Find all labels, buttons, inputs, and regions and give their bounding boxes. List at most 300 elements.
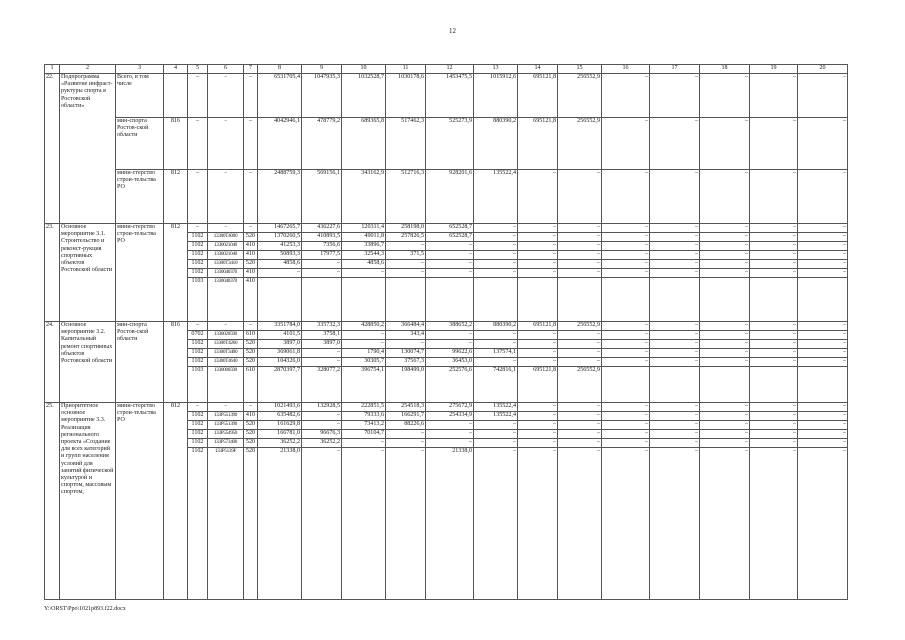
value-cell: – [798,403,848,412]
value-cell: 30305,7 [342,358,386,367]
value-cell: 88226,6 [386,421,426,430]
column-number-cell: 6 [208,65,244,74]
code-cell: 1103 [188,367,208,403]
code-cell: – [244,322,258,331]
table-row [45,403,848,412]
value-cell [750,367,798,403]
value-cell: – [700,448,750,600]
value-cell: 135522,4 [474,170,518,224]
code-cell: – [208,322,244,331]
value-cell: 256552,9 [558,118,602,170]
value-cell: – [650,118,700,170]
value-cell: – [558,260,602,269]
value-cell: 258198,0 [386,224,426,233]
code-cell: 1330000590 [208,367,244,403]
code-cell: – [188,118,208,170]
value-cell: – [750,358,798,367]
value-cell: – [342,448,386,600]
code-cell: 13300Т4640 [208,358,244,367]
code-cell: 1102 [188,349,208,358]
value-cell: – [650,439,700,448]
value-cell: – [798,448,848,600]
value-cell: – [750,322,798,331]
value-cell: – [650,421,700,430]
value-cell: – [602,349,650,358]
executor-cell: мини-стерство строи-тельства РО [116,224,164,322]
value-cell: – [798,260,848,269]
value-cell: 1370260,5 [258,233,302,242]
value-cell: – [602,340,650,349]
value-cell: 4858,6 [258,260,302,269]
value-cell: – [700,340,750,349]
value-cell: – [518,331,558,340]
code-cell: – [208,74,244,118]
value-cell: 36252,2 [302,439,342,448]
value-cell: – [750,224,798,233]
value-cell: 396754,1 [342,367,386,403]
value-cell: – [474,340,518,349]
footer-file-path: Y:\ORST\Ppo\1021p893.f22.docx [44,606,126,612]
value-cell: 512716,3 [386,170,426,224]
column-number-cell: 12 [426,65,474,74]
value-cell: – [426,331,474,340]
value-cell: – [602,439,650,448]
value-cell: – [302,260,342,269]
code-cell: – [244,403,258,412]
value-cell: – [798,349,848,358]
code-cell: – [244,118,258,170]
value-cell: – [386,430,426,439]
value-cell: 17977,5 [302,251,342,260]
value-cell [426,278,474,322]
value-cell: – [258,269,302,278]
value-cell: 371,5 [386,251,426,260]
code-cell: 1330021040 [208,251,244,260]
value-cell: 256552,9 [558,322,602,331]
code-cell: 1102 [188,421,208,430]
column-number-cell: 19 [750,65,798,74]
table-row [45,74,848,118]
value-cell: 161629,8 [258,421,302,430]
code-cell [164,74,188,118]
value-cell: – [426,269,474,278]
value-cell: 256552,9 [558,74,602,118]
code-cell: 520 [244,448,258,600]
value-cell: – [602,233,650,242]
value-cell: – [426,421,474,430]
code-cell: 520 [244,340,258,349]
code-cell: 410 [244,251,258,260]
value-cell: – [650,242,700,251]
value-cell: 343,4 [386,331,426,340]
code-cell: – [208,118,244,170]
value-cell: – [650,74,700,118]
value-cell: 1032528,7 [342,74,386,118]
value-cell: – [558,439,602,448]
value-cell: 410893,5 [302,233,342,242]
code-cell: 520 [244,260,258,269]
code-cell: 1102 [188,260,208,269]
value-cell: 695121,8 [518,367,558,403]
value-cell [302,278,342,322]
value-cell: – [602,421,650,430]
code-cell: – [208,403,244,412]
value-cell: – [386,448,426,600]
value-cell: – [798,430,848,439]
column-number-cell: 1 [45,65,60,74]
value-cell: 49011,8 [342,233,386,242]
value-cell: – [750,439,798,448]
value-cell: – [302,421,342,430]
code-cell: 0702 [188,331,208,340]
row-number-cell: 25. [45,403,60,600]
value-cell: – [426,340,474,349]
value-cell: – [602,269,650,278]
value-cell: 517462,3 [386,118,426,170]
value-cell: 79333,6 [342,412,386,421]
value-cell: – [650,260,700,269]
value-cell: – [386,269,426,278]
value-cell: – [750,118,798,170]
executor-cell: мин-спорта Ростов-ской области [116,118,164,170]
code-cell: – [244,170,258,224]
value-cell: – [342,269,386,278]
table-row [45,322,848,331]
code-cell: – [244,74,258,118]
column-number-cell: 5 [188,65,208,74]
value-cell: – [558,403,602,412]
value-cell: – [650,269,700,278]
value-cell: 4858,6 [342,260,386,269]
table-row [45,118,848,170]
value-cell: – [700,349,750,358]
value-cell: 689365,8 [342,118,386,170]
value-cell [700,278,750,322]
code-cell: 816 [164,118,188,170]
value-cell [798,278,848,322]
value-cell: – [700,439,750,448]
value-cell: – [750,170,798,224]
value-cell: 436227,6 [302,224,342,233]
value-cell: – [750,260,798,269]
value-cell: 3897,0 [302,340,342,349]
code-cell: 1102 [188,340,208,349]
value-cell: – [750,403,798,412]
value-cell: – [386,260,426,269]
value-cell: – [474,233,518,242]
value-cell: – [518,448,558,600]
value-cell: – [558,412,602,421]
column-number-row [45,65,848,74]
value-cell: 50893,3 [258,251,302,260]
value-cell: 99622,6 [426,349,474,358]
value-cell: – [798,340,848,349]
value-cell: – [700,331,750,340]
value-cell: – [750,74,798,118]
value-cell: – [700,260,750,269]
value-cell: – [518,260,558,269]
page-number: 12 [449,27,456,35]
value-cell: – [302,412,342,421]
value-cell: – [474,358,518,367]
program-name-cell: Приоритетное основное мероприятие 3.3. Реализация регионального проекта «Создание для всех категорий и групп населения условий для занятий физической культурой и спортом, массовым спортом, [60,403,116,600]
value-cell: – [474,269,518,278]
value-cell: – [558,269,602,278]
value-cell: – [302,448,342,600]
value-cell: – [700,251,750,260]
value-cell: – [700,403,750,412]
value-cell: – [558,340,602,349]
value-cell: – [602,430,650,439]
value-cell [700,367,750,403]
value-cell: 96676,3 [302,430,342,439]
value-cell [750,278,798,322]
value-cell: 21338,0 [258,448,302,600]
value-cell: 1015912,6 [474,74,518,118]
row-number-cell: 22. [45,74,60,224]
value-cell: – [700,170,750,224]
value-cell: – [518,403,558,412]
code-cell: 812 [164,170,188,224]
value-cell: – [750,421,798,430]
code-cell: 1330040370 [208,269,244,278]
code-cell: 1330020590 [208,331,244,340]
value-cell: – [558,224,602,233]
value-cell: 41253,3 [258,242,302,251]
value-cell: – [558,242,602,251]
value-cell: 525273,9 [426,118,474,170]
value-cell: – [650,430,700,439]
value-cell: – [750,349,798,358]
value-cell: – [650,224,700,233]
value-cell: – [700,118,750,170]
code-cell: 13300Т3410 [208,260,244,269]
value-cell: – [518,242,558,251]
value-cell [474,278,518,322]
table-row [45,170,848,224]
value-cell: – [602,118,650,170]
value-cell [558,278,602,322]
code-cell: 1102 [188,448,208,600]
value-cell: – [798,170,848,224]
value-cell: 130074,7 [386,349,426,358]
value-cell: – [426,439,474,448]
value-cell: – [750,412,798,421]
value-cell: 3758,1 [302,331,342,340]
value-cell [602,278,650,322]
value-cell: – [798,74,848,118]
value-cell: – [342,340,386,349]
value-cell: – [750,331,798,340]
value-cell: – [558,358,602,367]
code-cell: – [188,403,208,412]
code-cell: 1102 [188,439,208,448]
value-cell: – [602,260,650,269]
value-cell: – [386,439,426,448]
code-cell: – [244,224,258,233]
value-cell: – [798,412,848,421]
value-cell: 6531705,4 [258,74,302,118]
value-cell: 428850,2 [342,322,386,331]
value-cell: – [700,74,750,118]
column-number-cell: 10 [342,65,386,74]
code-cell: 410 [244,412,258,421]
value-cell: 166291,7 [386,412,426,421]
budget-table [44,64,848,600]
value-cell: 1790,4 [342,349,386,358]
code-cell: 133Р573400 [208,439,244,448]
value-cell: – [558,349,602,358]
code-cell: 133Р551390 [208,421,244,430]
column-number-cell: 4 [164,65,188,74]
code-cell: 520 [244,349,258,358]
value-cell: – [302,269,342,278]
value-cell: – [518,349,558,358]
value-cell: – [750,430,798,439]
value-cell: – [602,331,650,340]
value-cell: – [474,421,518,430]
value-cell: – [474,448,518,600]
value-cell: – [518,430,558,439]
value-cell: – [518,224,558,233]
value-cell: 3351784,0 [258,322,302,331]
value-cell: – [518,340,558,349]
value-cell [386,278,426,322]
value-cell: – [602,251,650,260]
column-number-cell: 18 [700,65,750,74]
value-cell: – [474,242,518,251]
value-cell: 1030178,6 [386,74,426,118]
value-cell: 1021493,6 [258,403,302,412]
code-cell: 1102 [188,412,208,421]
value-cell: 3897,0 [258,340,302,349]
value-cell: – [650,349,700,358]
value-cell: 328077,2 [302,367,342,403]
code-cell: 610 [244,367,258,403]
value-cell: – [798,322,848,331]
value-cell: 36453,0 [426,358,474,367]
value-cell: – [700,269,750,278]
value-cell: 257826,5 [386,233,426,242]
value-cell: – [700,358,750,367]
value-cell: – [700,421,750,430]
code-cell: 133Р5139F [208,448,244,600]
value-cell: 198499,0 [386,367,426,403]
value-cell: 166781,0 [258,430,302,439]
value-cell: 366484,4 [386,322,426,331]
value-cell [650,278,700,322]
value-cell: – [750,233,798,242]
value-cell: 7356,6 [302,242,342,251]
value-cell: 254518,3 [386,403,426,412]
value-cell: – [798,421,848,430]
column-number-cell: 17 [650,65,700,74]
value-cell: 635482,6 [258,412,302,421]
value-cell: 880390,2 [474,322,518,331]
value-cell: 1453475,5 [426,74,474,118]
code-cell: 1102 [188,269,208,278]
value-cell: – [342,331,386,340]
value-cell: – [700,224,750,233]
value-cell: 343162,9 [342,170,386,224]
column-number-cell: 3 [116,65,164,74]
column-number-cell: 13 [474,65,518,74]
value-cell: 33896,7 [342,242,386,251]
value-cell: – [650,412,700,421]
value-cell: 120311,4 [342,224,386,233]
value-cell: 928201,6 [426,170,474,224]
value-cell: – [650,251,700,260]
value-cell [342,278,386,322]
value-cell: – [700,322,750,331]
program-name-cell: Основное мероприятие 3.2. Капитальный ремонт спортивных объектов Ростовской области [60,322,116,403]
value-cell: 1047935,3 [302,74,342,118]
value-cell: – [426,242,474,251]
value-cell: 4042946,1 [258,118,302,170]
code-cell: 1102 [188,233,208,242]
value-cell: 369061,8 [258,349,302,358]
code-cell: 410 [244,278,258,322]
value-cell: – [518,233,558,242]
value-cell: – [426,430,474,439]
value-cell: – [558,421,602,430]
value-cell: – [650,340,700,349]
value-cell: – [558,448,602,600]
value-cell: 388652,2 [426,322,474,331]
value-cell: – [602,170,650,224]
value-cell: – [650,403,700,412]
code-cell: – [188,74,208,118]
code-cell: – [188,170,208,224]
value-cell: – [798,331,848,340]
value-cell: 478779,2 [302,118,342,170]
value-cell: – [342,439,386,448]
value-cell: 252576,6 [426,367,474,403]
value-cell: 21338,0 [426,448,474,600]
code-cell: 610 [244,331,258,340]
executor-cell: мини-стерство строи-тельства РО [116,403,164,600]
value-cell: – [474,430,518,439]
value-cell: 652528,7 [426,224,474,233]
value-cell: – [700,430,750,439]
value-cell: – [798,439,848,448]
value-cell: – [602,448,650,600]
column-number-cell: 7 [244,65,258,74]
value-cell [602,367,650,403]
value-cell: – [602,322,650,331]
column-number-cell: 16 [602,65,650,74]
column-number-cell: 2 [60,65,116,74]
value-cell: – [602,242,650,251]
value-cell: 132928,5 [302,403,342,412]
value-cell: 135522,4 [474,403,518,412]
value-cell: – [518,170,558,224]
code-cell: 520 [244,233,258,242]
value-cell: – [602,224,650,233]
value-cell: – [602,412,650,421]
value-cell: – [650,322,700,331]
value-cell: – [426,251,474,260]
value-cell: – [474,251,518,260]
value-cell: 137574,1 [474,349,518,358]
code-cell: 13300Т4000 [208,233,244,242]
value-cell: – [426,260,474,269]
row-number-cell: 23. [45,224,60,322]
code-cell: 812 [164,403,188,600]
value-cell: 275672,9 [426,403,474,412]
executor-cell: мин-спорта Ростов-ской области [116,322,164,403]
value-cell: – [798,269,848,278]
